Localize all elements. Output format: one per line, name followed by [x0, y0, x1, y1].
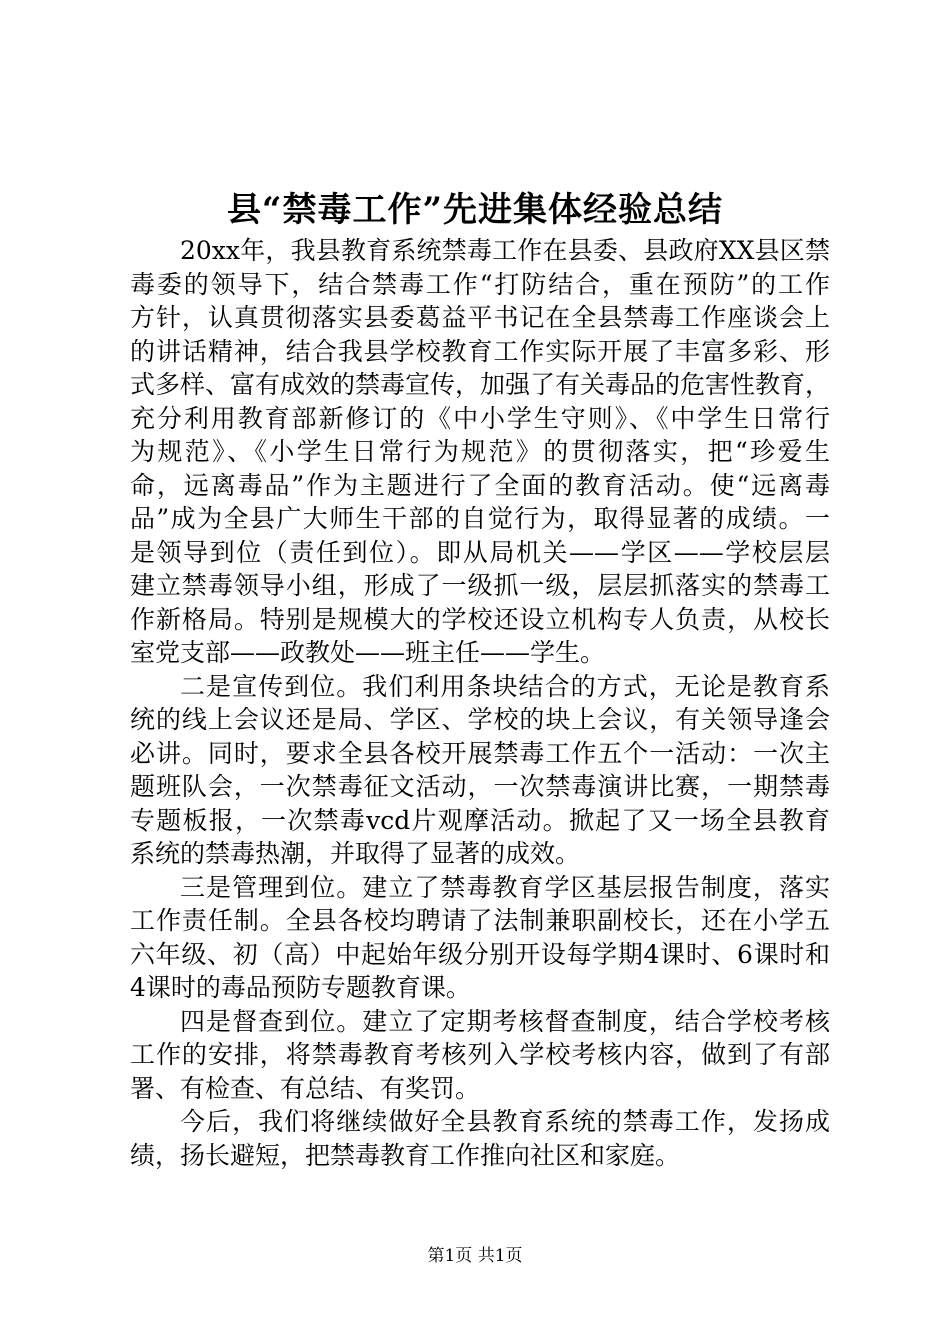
page-footer: 第1页 共1页: [427, 1246, 523, 1266]
body-line: 四是督查到位。建立了定期考核督查制度，结合学校考核: [180, 1006, 830, 1036]
body-line: 工作责任制。全县各校均聘请了法制兼职副校长，还在小学五: [130, 906, 830, 935]
body-line: 是领导到位（责任到位）。即从局机关——学区——学校层层: [130, 537, 830, 567]
body-line: 20xx年，我县教育系统禁毒工作在县委、县政府XX县区禁: [180, 236, 830, 265]
body-line: 系统的禁毒热潮，并取得了显著的成效。: [130, 839, 581, 868]
body-line: 室党支部——政教处——班主任——学生。: [130, 638, 606, 667]
body-line: 必讲。同时，要求全县各校开展禁毒工作五个一活动：一次主: [130, 738, 830, 768]
document-body: [130, 234, 830, 1172]
body-line: 三是管理到位。建立了禁毒教育学区基层报告制度，落实: [180, 872, 830, 902]
document-title: 县“禁毒工作”先进集体经验总结: [226, 190, 724, 230]
body-line: 工作的安排，将禁毒教育考核列入学校考核内容，做到了有部: [130, 1040, 830, 1069]
body-line: 的讲话精神，结合我县学校教育工作实际开展了丰富多彩、形: [130, 336, 830, 366]
body-line: 4课时的毒品预防专题教育课。: [130, 973, 471, 1002]
body-line: 绩，扬长避短，把禁毒教育工作推向社区和家庭。: [130, 1140, 681, 1170]
body-line: 方针，认真贯彻落实县委葛益平书记在全县禁毒工作座谈会上: [130, 303, 830, 332]
body-line: 作新格局。特别是规模大的学校还设立机构专人负责，从校长: [130, 604, 830, 634]
body-line: 专题板报，一次禁毒vcd片观摩活动。掀起了又一场全县教育: [130, 805, 830, 835]
body-line: 品”成为全县广大师生干部的自觉行为，取得显著的成绩。一: [130, 504, 830, 533]
body-line: 二是宣传到位。我们利用条块结合的方式，无论是教育系: [180, 671, 830, 701]
body-line: 今后，我们将继续做好全县教育系统的禁毒工作，发扬成: [180, 1107, 830, 1136]
body-line: 六年级、初（高）中起始年级分别开设每学期4课时、6课时和: [130, 939, 830, 969]
body-line: 题班队会，一次禁毒征文活动，一次禁毒演讲比赛，一期禁毒: [130, 772, 830, 801]
body-line: 统的线上会议还是局、学区、学校的块上会议，有关领导逢会: [130, 705, 830, 734]
body-line: 命，远离毒品”作为主题进行了全面的教育活动。使“远离毒: [130, 470, 830, 500]
body-line: 建立禁毒领导小组，形成了一级抓一级，层层抓落实的禁毒工: [130, 571, 830, 600]
body-line: 充分利用教育部新修订的《中小学生守则》、《中学生日常行: [130, 403, 830, 433]
body-line: 署、有检查、有总结、有奖罚。: [130, 1073, 481, 1103]
body-line: 毒委的领导下，结合禁毒工作“打防结合，重在预防”的工作: [130, 269, 830, 299]
body-line: 式多样、富有成效的禁毒宣传，加强了有关毒品的危害性教育，: [130, 370, 831, 399]
body-line: 为规范》、《小学生日常行为规范》的贯彻落实，把“珍爱生: [130, 437, 830, 466]
